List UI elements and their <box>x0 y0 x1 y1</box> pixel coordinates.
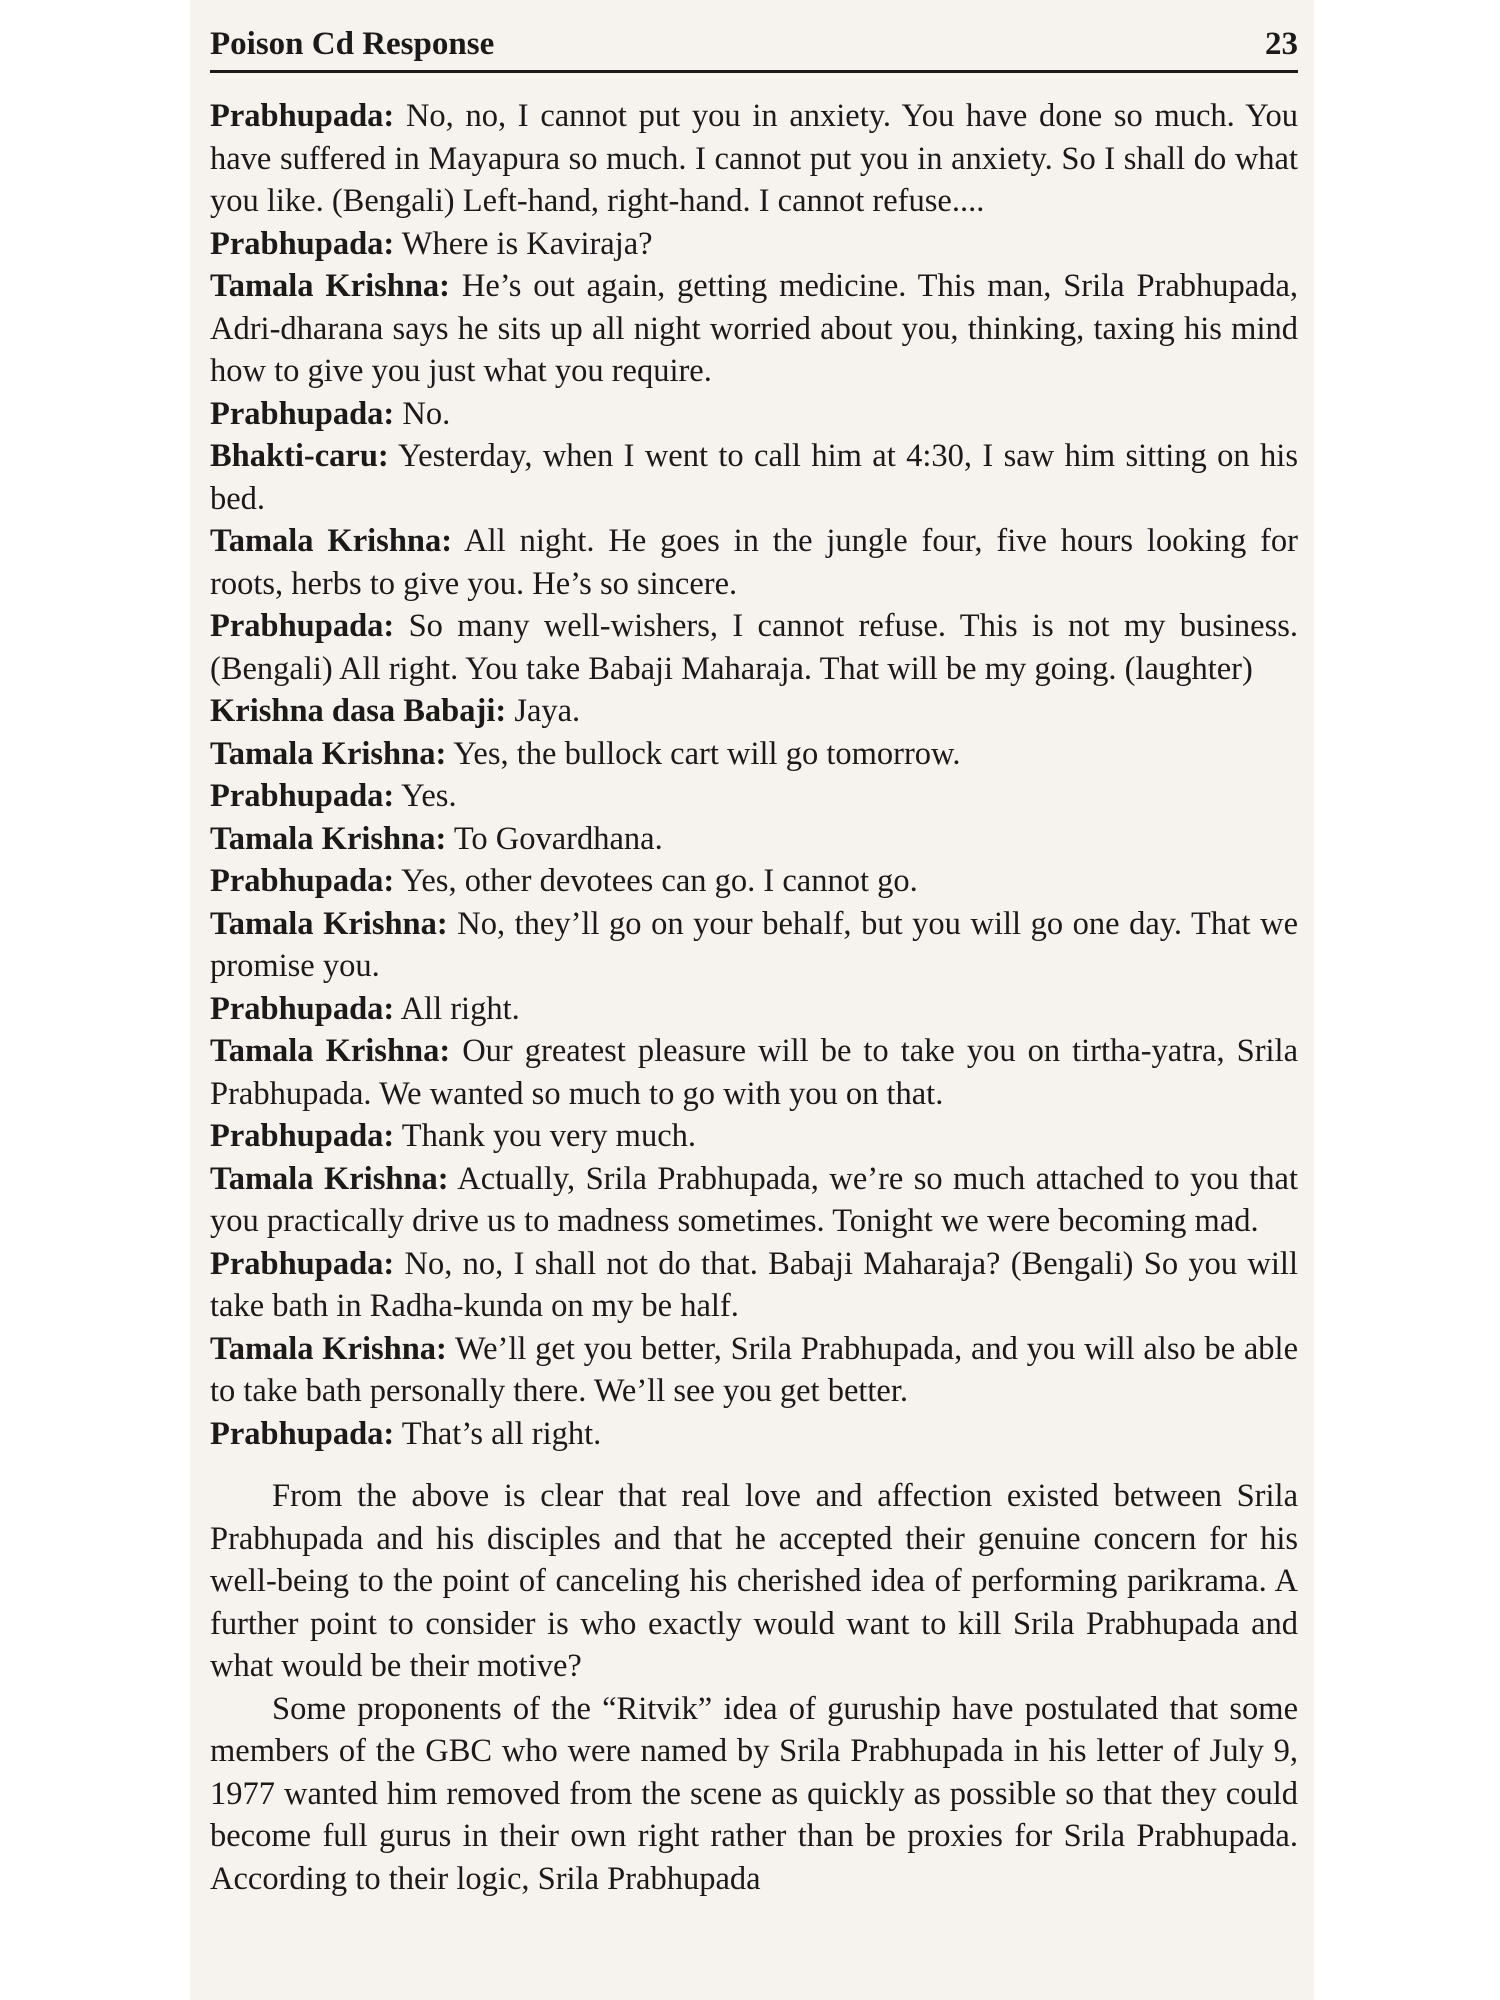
page-content <box>210 24 1298 1900</box>
speaker-name: Tamala Krishna: <box>210 1160 449 1197</box>
spoken-text: All night. He goes in the jungle four, five hours looking for roots, herbs to give you. He’s so sincere. <box>210 523 1298 602</box>
speaker-name: Prabhupada: <box>210 1118 395 1154</box>
speaker-name: Prabhupada: <box>210 863 395 899</box>
dialogue-line <box>210 1328 1298 1413</box>
spoken-text: Actually, Srila Prabhupada, we’re so much attached to you that you practically drive us to madness sometimes. Tonight we were becoming mad. <box>210 1160 1298 1239</box>
spoken-text: No, no, I cannot put you in anxiety. You have done so much. You have suffered in Mayapura so much. I cannot put you in anxiety. So I shall do what you like. (Bengali) Left-hand, right-hand. I cannot refuse.... <box>210 98 1298 219</box>
speaker-name: Tamala Krishna: <box>210 1330 447 1367</box>
dialogue-line <box>210 690 1298 733</box>
spoken-text: Yes. <box>401 778 457 814</box>
dialogue-line <box>210 435 1298 520</box>
dialogue-line <box>210 860 1298 903</box>
spoken-text: He’s out again, getting medicine. This man, Srila Prabhupada, Adri-dharana says he sits up all night worried about you, thinking, taxing his mind how to give you just what you require. <box>210 268 1299 389</box>
spoken-text: Where is Kaviraja? <box>401 225 653 262</box>
spoken-text: Jaya. <box>514 693 581 729</box>
speaker-name: Prabhupada: <box>210 1415 395 1452</box>
dialogue-line <box>210 1115 1298 1158</box>
body-paragraph: Some proponents of the “Ritvik” idea of guruship have postulated that some members of the GBC who were named by Srila Prabhupada in his letter of July 9, 1977 wanted him removed from the scene as quickly as possible so that they could become full gurus in their own right rather than be proxies for Srila Prabhupada. According to their logic, Srila Prabhupada <box>210 1690 1298 1897</box>
dialogue-line <box>210 733 1298 776</box>
dialogue-line <box>210 605 1298 690</box>
spoken-text: We’ll get you better, Srila Prabhupada, and you will also be able to take bath personally there. We’ll see you get better. <box>210 1330 1298 1409</box>
dialogue-line <box>210 393 1298 436</box>
spoken-text: No, they’ll go on your behalf, but you will go one day. That we promise you. <box>210 905 1298 984</box>
speaker-name: Prabhupada: <box>210 98 395 134</box>
spoken-text: Thank you very much. <box>401 1118 697 1154</box>
speaker-name: Prabhupada: <box>210 225 395 262</box>
spoken-text: All right. <box>400 990 520 1027</box>
speaker-name: Bhakti-caru: <box>210 438 389 474</box>
dialogue-line <box>210 1243 1298 1328</box>
speaker-name: Prabhupada: <box>210 395 395 432</box>
dialogue-line <box>210 903 1298 988</box>
spoken-text: That’s all right. <box>401 1415 602 1452</box>
speaker-name: Prabhupada: <box>210 990 395 1027</box>
dialogue-line <box>210 223 1298 266</box>
dialogue-line <box>210 775 1298 818</box>
dialogue-line <box>210 988 1298 1031</box>
speaker-name: Prabhupada: <box>210 1245 395 1282</box>
running-title: Poison Cd Response <box>210 26 495 62</box>
dialogue-line <box>210 1030 1298 1115</box>
spoken-text: So many well-wishers, I cannot refuse. This is not my business. (Bengali) All right. You take Babaji Maharaja. That will be my going. (laughter) <box>210 608 1298 687</box>
page-number: 23 <box>1265 26 1298 62</box>
spoken-text: To Govardhana. <box>453 820 663 857</box>
dialogue-line <box>210 520 1298 605</box>
spoken-text: No, no, I shall not do that. Babaji Maharaja? (Bengali) So you will take bath in Radha-kunda on my be half. <box>210 1245 1298 1324</box>
dialogue-line <box>210 95 1298 223</box>
speaker-name: Tamala Krishna: <box>210 735 447 772</box>
dialogue-line <box>210 1158 1298 1243</box>
spoken-text: Yes, the bullock cart will go tomorrow. <box>453 735 961 772</box>
dialogue-line <box>210 818 1298 861</box>
speaker-name: Tamala Krishna: <box>210 523 453 559</box>
speaker-name: Prabhupada: <box>210 608 395 644</box>
speaker-name: Tamala Krishna: <box>210 1033 451 1069</box>
speaker-name: Tamala Krishna: <box>210 905 448 942</box>
speaker-name: Tamala Krishna: <box>210 820 447 857</box>
spoken-text: No. <box>402 395 451 432</box>
speaker-name: Tamala Krishna: <box>210 268 451 304</box>
spoken-text: Our greatest pleasure will be to take you on tirtha-yatra, Srila Prabhupada. We wanted so much to go with you on that. <box>210 1033 1299 1112</box>
dialogue-transcript <box>210 95 1298 1455</box>
spoken-text: Yesterday, when I went to call him at 4:30, I saw him sitting on his bed. <box>210 438 1298 517</box>
spoken-text: Yes, other devotees can go. I cannot go. <box>401 863 918 899</box>
dialogue-line <box>210 1413 1298 1456</box>
speaker-name: Krishna dasa Babaji: <box>210 693 507 729</box>
running-header <box>210 24 1298 73</box>
body-paragraph: From the above is clear that real love and affection existed between Srila Prabhupada and his disciples and that he accepted their genuine concern for his well-being to the point of canceling his cherished idea of performing parikrama. A further point to consider is who exactly would want to kill Srila Prabhupada and what would be their motive? <box>210 1478 1298 1684</box>
speaker-name: Prabhupada: <box>210 778 395 814</box>
dialogue-line <box>210 265 1298 393</box>
